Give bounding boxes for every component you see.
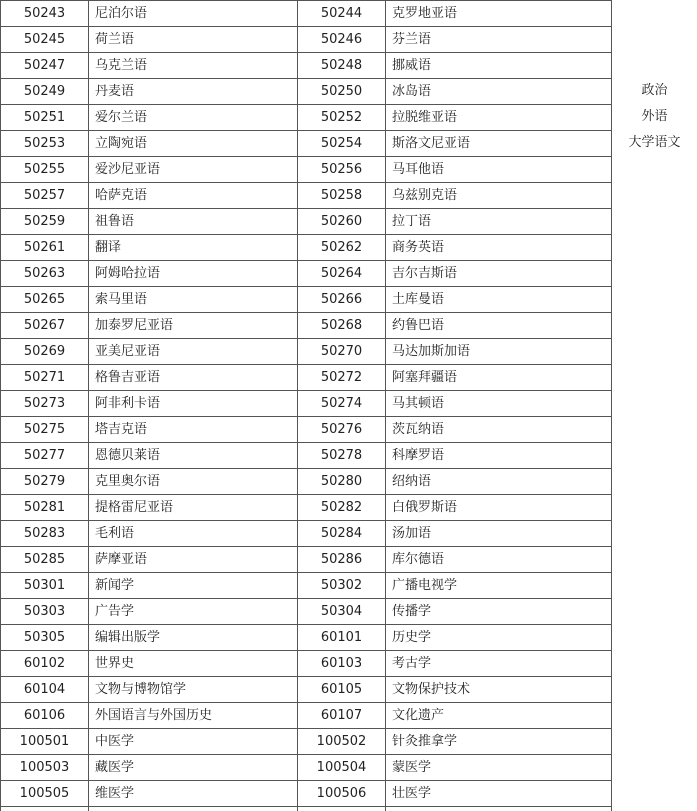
major-code-cell: 100502: [298, 729, 386, 755]
major-code-cell: 100506: [298, 781, 386, 807]
major-name-cell: 马其顿语: [386, 391, 612, 417]
table-row: [1, 807, 612, 811]
major-name-cell: 阿非利卡语: [89, 391, 298, 417]
table-row: [1, 495, 612, 521]
table-row: [1, 781, 612, 807]
major-code-cell: 50305: [1, 625, 89, 651]
major-code-cell: 50251: [1, 105, 89, 131]
major-name-cell: 文化遗产: [386, 703, 612, 729]
major-code-cell: 50280: [298, 469, 386, 495]
major-name-cell: 世界史: [89, 651, 298, 677]
major-name-cell: 外国语言与外国历史: [89, 703, 298, 729]
table-row: [1, 105, 612, 131]
major-code-cell: 50258: [298, 183, 386, 209]
major-name-cell: 提格雷尼亚语: [89, 495, 298, 521]
major-name-cell: [89, 807, 298, 811]
major-name-cell: 芬兰语: [386, 27, 612, 53]
major-code-cell: 50256: [298, 157, 386, 183]
table-row: [1, 547, 612, 573]
major-name-cell: 新闻学: [89, 573, 298, 599]
major-name-cell: 恩德贝莱语: [89, 443, 298, 469]
major-name-cell: 汤加语: [386, 521, 612, 547]
major-code-cell: 60104: [1, 677, 89, 703]
major-code-cell: 50274: [298, 391, 386, 417]
major-code-cell: 50257: [1, 183, 89, 209]
major-name-cell: 中医学: [89, 729, 298, 755]
major-name-cell: 克罗地亚语: [386, 1, 612, 27]
major-table-body: [1, 1, 612, 811]
major-name-cell: 斯洛文尼亚语: [386, 131, 612, 157]
major-name-cell: 茨瓦纳语: [386, 417, 612, 443]
major-name-cell: 广告学: [89, 599, 298, 625]
major-name-cell: 冰岛语: [386, 79, 612, 105]
major-code-cell: 50243: [1, 1, 89, 27]
major-code-cell: 50270: [298, 339, 386, 365]
major-name-cell: 绍纳语: [386, 469, 612, 495]
table-row: [1, 391, 612, 417]
major-code-cell: 50302: [298, 573, 386, 599]
table-row: [1, 729, 612, 755]
major-name-cell: 拉脱维亚语: [386, 105, 612, 131]
major-code-cell: 50301: [1, 573, 89, 599]
major-code-cell: 50266: [298, 287, 386, 313]
major-name-cell: 丹麦语: [89, 79, 298, 105]
major-code-cell: 50269: [1, 339, 89, 365]
major-code-cell: 50283: [1, 521, 89, 547]
table-row: [1, 521, 612, 547]
major-code-cell: 50271: [1, 365, 89, 391]
major-code-cell: 50253: [1, 131, 89, 157]
table-row: [1, 625, 612, 651]
major-name-cell: 针灸推拿学: [386, 729, 612, 755]
table-row: [1, 651, 612, 677]
major-code-cell: 50244: [298, 1, 386, 27]
major-name-cell: 荷兰语: [89, 27, 298, 53]
major-code-cell: 50276: [298, 417, 386, 443]
major-name-cell: 索马里语: [89, 287, 298, 313]
major-code-cell: 50260: [298, 209, 386, 235]
major-code-cell: 50282: [298, 495, 386, 521]
major-code-cell: 50303: [1, 599, 89, 625]
major-name-cell: 马耳他语: [386, 157, 612, 183]
table-row: [1, 183, 612, 209]
major-name-cell: 广播电视学: [386, 573, 612, 599]
major-name-cell: 拉丁语: [386, 209, 612, 235]
table-row: [1, 599, 612, 625]
table-row: [1, 157, 612, 183]
major-name-cell: 阿塞拜疆语: [386, 365, 612, 391]
major-name-cell: 蒙医学: [386, 755, 612, 781]
major-name-cell: 传播学: [386, 599, 612, 625]
major-code-cell: 50268: [298, 313, 386, 339]
major-code-cell: 50275: [1, 417, 89, 443]
major-name-cell: 毛利语: [89, 521, 298, 547]
exam-subject-college-chinese: 大学语文: [628, 135, 681, 150]
major-code-cell: 50278: [298, 443, 386, 469]
major-name-cell: 祖鲁语: [89, 209, 298, 235]
table-row: [1, 209, 612, 235]
table-row: [1, 755, 612, 781]
table-row: [1, 1, 612, 27]
exam-subject-foreign-language: 外语: [641, 109, 668, 124]
major-name-cell: 考古学: [386, 651, 612, 677]
major-name-cell: 历史学: [386, 625, 612, 651]
table-row: [1, 677, 612, 703]
major-code-cell: 100505: [1, 781, 89, 807]
exam-subject-politics: 政治: [641, 83, 668, 98]
table-row: [1, 287, 612, 313]
major-name-cell: 格鲁吉亚语: [89, 365, 298, 391]
table-row: [1, 469, 612, 495]
table-row: [1, 339, 612, 365]
major-name-cell: 编辑出版学: [89, 625, 298, 651]
major-name-cell: 爱尔兰语: [89, 105, 298, 131]
major-name-cell: 克里奥尔语: [89, 469, 298, 495]
table-row: [1, 261, 612, 287]
major-code-cell: 50277: [1, 443, 89, 469]
major-code-cell: 50267: [1, 313, 89, 339]
major-code-cell: 50249: [1, 79, 89, 105]
major-code-cell: 50250: [298, 79, 386, 105]
major-code-cell: 50272: [298, 365, 386, 391]
major-code-cell: 50284: [298, 521, 386, 547]
table-row: [1, 235, 612, 261]
major-name-cell: 尼泊尔语: [89, 1, 298, 27]
major-code-cell: 60101: [298, 625, 386, 651]
major-code-cell: [298, 807, 386, 811]
major-code-cell: 50247: [1, 53, 89, 79]
major-code-cell: 50265: [1, 287, 89, 313]
major-name-cell: 吉尔吉斯语: [386, 261, 612, 287]
major-name-cell: 亚美尼亚语: [89, 339, 298, 365]
major-name-cell: 科摩罗语: [386, 443, 612, 469]
major-name-cell: 壮医学: [386, 781, 612, 807]
major-code-cell: 50264: [298, 261, 386, 287]
major-code-cell: 60102: [1, 651, 89, 677]
major-name-cell: 商务英语: [386, 235, 612, 261]
table-row: [1, 27, 612, 53]
major-code-cell: 60105: [298, 677, 386, 703]
major-code-cell: 50279: [1, 469, 89, 495]
major-code-cell: 50273: [1, 391, 89, 417]
table-row: [1, 443, 612, 469]
major-name-cell: 维医学: [89, 781, 298, 807]
major-name-cell: 乌克兰语: [89, 53, 298, 79]
major-name-cell: [386, 807, 612, 811]
major-name-cell: 挪威语: [386, 53, 612, 79]
major-name-cell: 立陶宛语: [89, 131, 298, 157]
major-name-cell: 萨摩亚语: [89, 547, 298, 573]
major-code-cell: 50252: [298, 105, 386, 131]
table-row: [1, 131, 612, 157]
major-name-cell: 马达加斯加语: [386, 339, 612, 365]
major-code-cell: 100504: [298, 755, 386, 781]
major-code-cell: 50254: [298, 131, 386, 157]
major-code-cell: 60103: [298, 651, 386, 677]
major-code-cell: [1, 807, 89, 811]
major-name-cell: 翻译: [89, 235, 298, 261]
major-code-cell: 50261: [1, 235, 89, 261]
major-code-cell: 50263: [1, 261, 89, 287]
major-code-cell: 60106: [1, 703, 89, 729]
major-code-cell: 50286: [298, 547, 386, 573]
major-name-cell: 藏医学: [89, 755, 298, 781]
major-code-cell: 50259: [1, 209, 89, 235]
major-name-cell: 白俄罗斯语: [386, 495, 612, 521]
major-name-cell: 文物与博物馆学: [89, 677, 298, 703]
major-name-cell: 阿姆哈拉语: [89, 261, 298, 287]
major-name-cell: 文物保护技术: [386, 677, 612, 703]
table-row: [1, 703, 612, 729]
major-code-cell: 50304: [298, 599, 386, 625]
major-name-cell: 加泰罗尼亚语: [89, 313, 298, 339]
table-row: [1, 417, 612, 443]
major-name-cell: 哈萨克语: [89, 183, 298, 209]
table-row: [1, 365, 612, 391]
major-name-cell: 土库曼语: [386, 287, 612, 313]
major-code-cell: 50245: [1, 27, 89, 53]
major-code-cell: 50248: [298, 53, 386, 79]
major-code-cell: 100501: [1, 729, 89, 755]
major-name-cell: 爱沙尼亚语: [89, 157, 298, 183]
major-code-cell: 50255: [1, 157, 89, 183]
major-code-cell: 50262: [298, 235, 386, 261]
major-code-cell: 50246: [298, 27, 386, 53]
table-row: [1, 313, 612, 339]
major-name-cell: 约鲁巴语: [386, 313, 612, 339]
table-row: [1, 573, 612, 599]
major-code-cell: 50285: [1, 547, 89, 573]
major-name-cell: 乌兹别克语: [386, 183, 612, 209]
major-name-cell: 库尔德语: [386, 547, 612, 573]
major-code-cell: 50281: [1, 495, 89, 521]
table-row: [1, 79, 612, 105]
major-code-cell: 60107: [298, 703, 386, 729]
major-code-cell: 100503: [1, 755, 89, 781]
table-row: [1, 53, 612, 79]
major-name-cell: 塔吉克语: [89, 417, 298, 443]
